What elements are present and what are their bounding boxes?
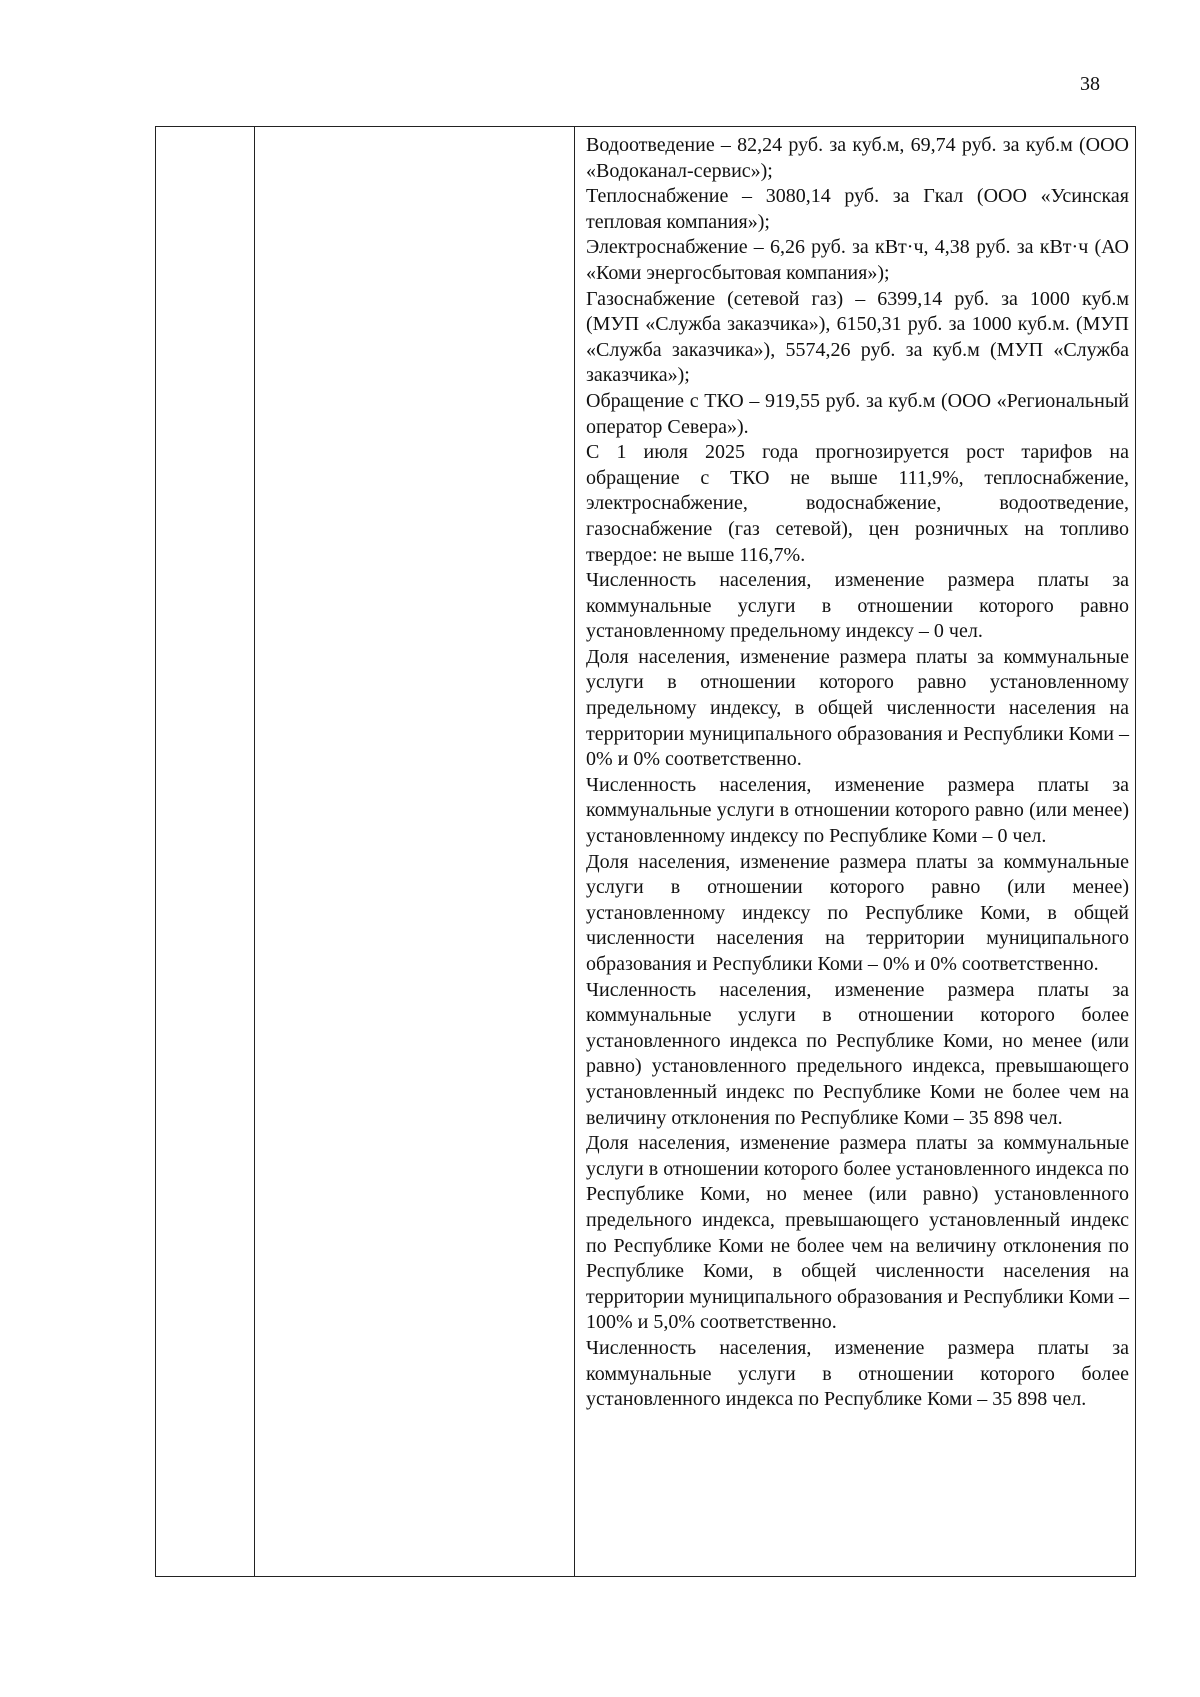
- paragraph-heat-supply: Теплоснабжение – 3080,14 руб. за Гкал (ООО «Усинская тепловая компания»);: [586, 185, 1129, 233]
- table-cell-empty-1: [156, 127, 255, 1577]
- paragraph-water-disposal: Водоотведение – 82,24 руб. за куб.м, 69,74 руб. за куб.м (ООО «Водоканал-сервис»);: [586, 134, 1129, 182]
- paragraph-tariff-forecast: С 1 июля 2025 года прогнозируется рост тарифов на обращение с ТКО не выше 111,9%, теплоснабжение, электроснабжение, водоснабжение, водоотведение, газоснабжение (газ сетевой), цен розничных на топливо твердое: не выше 116,7%.: [586, 441, 1129, 566]
- paragraph-share-above-regional: Доля населения, изменение размера платы за коммунальные услуги в отношении которого более установленного индекса по Республике Коми, но менее (или равно) установленного предельного индекса, превышающего установленный индекс по Республике Коми не более чем на величину отклонения по Республике Коми, в общей численности населения на территории муниципального образования и Республики Коми – 100% и 5,0% соответственно.: [586, 1132, 1130, 1334]
- table-cell-content: [575, 127, 1136, 1577]
- paragraph-population-limit-index: Численность населения, изменение размера платы за коммунальные услуги в отношении которого равно установленному предельному индексу – 0 чел.: [586, 569, 1129, 643]
- paragraph-gas-supply: Газоснабжение (сетевой газ) – 6399,14 руб. за 1000 куб.м (МУП «Служба заказчика»), 6150,31 руб. за 1000 куб.м. (МУП «Служба заказчика»), 5574,26 руб. за куб.м (МУП «Служба заказчика»);: [586, 287, 1129, 387]
- cell-2-text: [255, 127, 574, 139]
- table-row: [156, 127, 1136, 1577]
- paragraph-population-above-regional-total: Численность населения, изменение размера платы за коммунальные услуги в отношении которого более установленного индекса по Республике Коми – 35 898 чел.: [586, 1336, 1129, 1411]
- paragraph-electricity-supply: Электроснабжение – 6,26 руб. за кВт·ч, 4,38 руб. за кВт·ч (АО «Коми энергосбытовая компания»);: [586, 236, 1129, 284]
- paragraph-population-above-regional: Численность населения, изменение размера платы за коммунальные услуги в отношении которого более установленного индекса по Республике Коми, но менее (или равно) установленного предельного индекса, превышающего установленный индекс по Республике Коми не более чем на величину отклонения по Республике Коми – 35 898 чел.: [586, 978, 1129, 1129]
- paragraph-waste-handling: Обращение с ТКО – 919,55 руб. за куб.м (ООО «Региональный оператор Севера»).: [586, 389, 1129, 438]
- paragraph-share-regional-index: Доля населения, изменение размера платы за коммунальные услуги в отношении которого равно (или менее) установленному индексу по Республике Коми, в общей численности населения на территории муниципального образования и Республики Коми – 0% и 0% соответственно.: [586, 850, 1129, 975]
- page-number: 38: [1080, 73, 1100, 95]
- paragraph-share-limit-index: Доля населения, изменение размера платы за коммунальные услуги в отношении которого равно установленному предельному индексу, в общей численности населения на территории муниципального образования и Республики Коми – 0% и 0% соответственно.: [586, 645, 1129, 771]
- document-table: [155, 126, 1136, 1577]
- paragraph-population-regional-index: Численность населения, изменение размера платы за коммунальные услуги в отношении которого равно (или менее) установленному индексу по Республике Коми – 0 чел.: [586, 773, 1129, 848]
- cell-1-text: [156, 127, 254, 139]
- cell-content-text: [575, 127, 1135, 1419]
- table-cell-empty-2: [255, 127, 575, 1577]
